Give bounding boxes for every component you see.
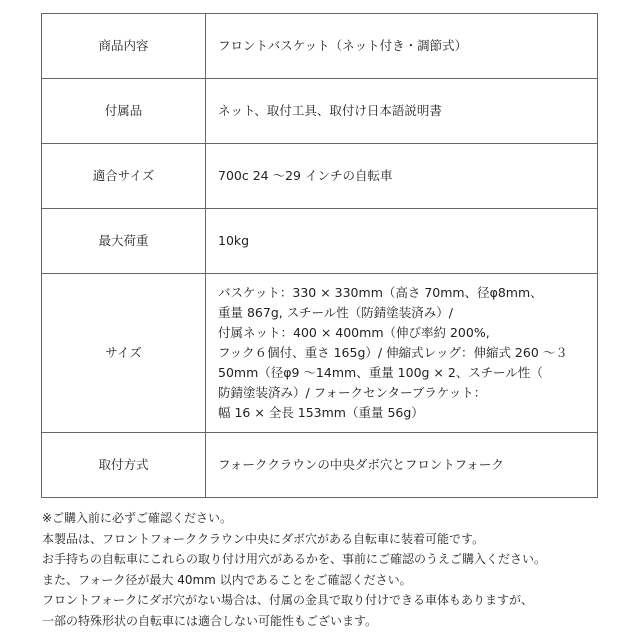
spec-label: 取付方式 [42, 433, 206, 498]
size-line: 重量 867g, スチール性（防錆塗装済み）/ [218, 305, 453, 320]
size-line: バスケット：330 × 330mm（高さ 70mm、径φ8mm、 [218, 285, 543, 300]
note-line: お手持ちの自転車にこれらの取り付け用穴があるかを、事前にご確認のうえご購入ください。 [42, 552, 547, 567]
spec-row-max-load [42, 209, 598, 274]
note-line: また、フォーク径が最大 40mm 以内であることをご確認ください。 [42, 572, 412, 587]
spec-row-accessories [42, 79, 598, 144]
size-line: 50mm（径φ9 〜14mm、重量 100g × 2、スチール性（ [218, 365, 543, 380]
spec-label: 最大荷重 [42, 209, 206, 274]
note-line: フロントフォークにダボ穴がない場合は、付属の金具で取り付けできる車体もありますが、 [42, 593, 534, 608]
spec-table [41, 13, 598, 498]
spec-label: 商品内容 [42, 14, 206, 79]
purchase-notes [42, 508, 622, 632]
spec-label: 適合サイズ [42, 144, 206, 209]
spec-row-contents [42, 14, 598, 79]
spec-value: フォーククラウンの中央ダボ穴とフロントフォーク [206, 433, 598, 498]
size-line: 幅 16 × 全長 153mm（重量 56g） [218, 405, 424, 420]
spec-label: サイズ [42, 274, 206, 433]
spec-row-size [42, 274, 598, 433]
spec-value: 700c 24 〜29 インチの自転車 [206, 144, 598, 209]
note-line: ※ご購入前に必ずご確認ください。 [42, 511, 233, 525]
spec-label: 付属品 [42, 79, 206, 144]
spec-value-multiline [206, 274, 598, 433]
size-line: 防錆塗装済み）/ フォークセンターブラケット： [218, 385, 487, 400]
note-line: 一部の特殊形状の自転車には適合しない可能性もございます。 [42, 613, 378, 628]
size-line: 付属ネット：400 × 400mm（伸び率約 200%, [218, 325, 490, 340]
spec-value: フロントバスケット（ネット付き・調節式） [206, 14, 598, 79]
spec-value: 10kg [206, 209, 598, 274]
spec-row-compatible-size [42, 144, 598, 209]
spec-row-mounting [42, 433, 598, 498]
size-line: フック６個付、重さ 165g）/ 伸縮式レッグ：伸縮式 260 〜３ [218, 345, 568, 360]
spec-value: ネット、取付工具、取付け日本語説明書 [206, 79, 598, 144]
note-line: 本製品は、フロントフォーククラウン中央にダボ穴がある自転車に装着可能です。 [42, 531, 485, 546]
